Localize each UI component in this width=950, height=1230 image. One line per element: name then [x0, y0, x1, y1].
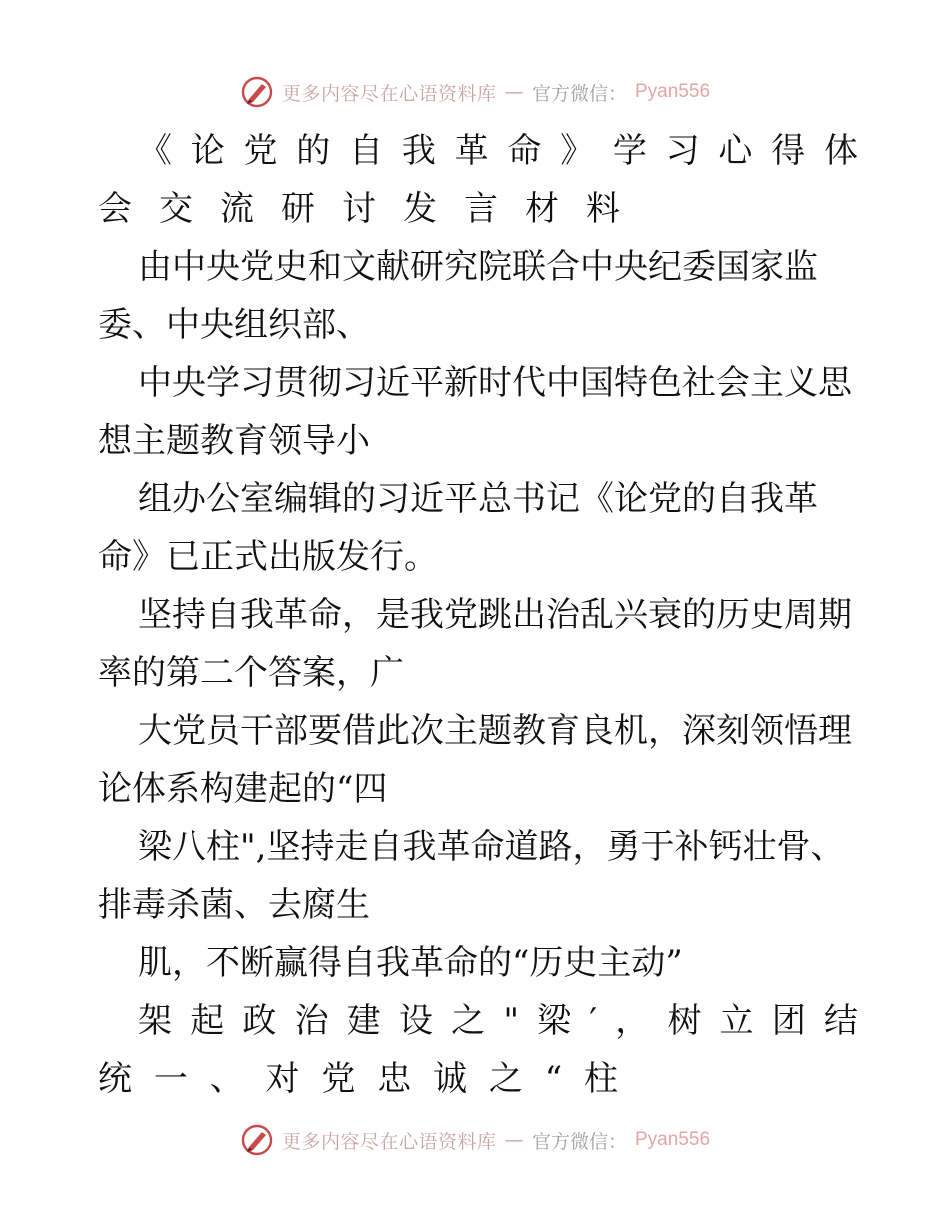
header-account: Pyan556	[635, 81, 711, 102]
spaced-char: 党	[321, 1059, 356, 1099]
header-brand: 更多内容尽在心语资料库	[281, 82, 497, 105]
paragraph-line: 梁八柱",坚持走自我革命道路，勇于补钙壮骨、	[138, 827, 845, 867]
footer-dash: —	[504, 1129, 524, 1151]
paragraph-line: 委、中央组织部、	[98, 305, 370, 345]
spaced-char: 流	[220, 189, 254, 229]
spaced-char: 对	[265, 1059, 300, 1099]
spaced-char: 的	[296, 131, 331, 171]
spaced-char: 忠	[377, 1059, 412, 1099]
spaced-char: "	[503, 1001, 519, 1041]
spaced-char: 会	[98, 189, 132, 229]
pen-logo-icon	[240, 1123, 274, 1157]
pen-logo-icon	[240, 75, 274, 109]
paragraph-line: 大党员干部要借此次主题教育良机，深刻领悟理	[138, 711, 852, 751]
spaced-char: 》	[560, 131, 595, 171]
paragraph-line: 坚持自我革命，是我党跳出治乱兴衰的历史周期	[138, 595, 852, 635]
spaced-char: “	[544, 1059, 563, 1099]
paragraph-line: 论体系构建起的“四	[98, 769, 388, 809]
footer-wechat-label: 官方微信：	[531, 1130, 627, 1153]
spaced-char: 治	[294, 1001, 329, 1041]
spaced-char: 设	[398, 1001, 433, 1041]
spaced-char: 料	[586, 189, 620, 229]
spaced-char: 梁	[537, 1001, 572, 1041]
spaced-char: 柱	[583, 1059, 618, 1099]
paragraph-line: 组办公室编辑的习近平总书记《论党的自我革	[138, 479, 818, 519]
paragraph-line: 由中央党史和文献研究院联合中央纪委国家监	[138, 247, 818, 287]
spaced-char: 统	[98, 1059, 132, 1099]
spaced-char: 之	[488, 1059, 523, 1099]
title-line-1	[98, 122, 858, 180]
title-line-2	[98, 180, 858, 238]
spaced-char: 命	[507, 131, 542, 171]
spread-line-2	[98, 1050, 858, 1108]
spaced-char: 革	[454, 131, 489, 171]
spaced-char: 政	[242, 1001, 277, 1041]
footer-account: Pyan556	[635, 1129, 711, 1150]
spaced-char: 结	[824, 1001, 858, 1041]
spaced-char: 建	[346, 1001, 381, 1041]
footer-brand: 更多内容尽在心语资料库	[281, 1130, 497, 1153]
header-dash: —	[504, 81, 524, 103]
spaced-char: 起	[190, 1001, 225, 1041]
spaced-char: 我	[401, 131, 436, 171]
spaced-char: 发	[403, 189, 437, 229]
spaced-char: ′	[589, 1001, 598, 1041]
paragraph-line: 想主题教育领导小	[98, 421, 370, 461]
spaced-char: 材	[525, 189, 559, 229]
document-body	[98, 122, 858, 1108]
spaced-char: 《	[138, 131, 172, 171]
spaced-char: 诚	[433, 1059, 468, 1099]
spaced-char: 架	[138, 1001, 172, 1041]
spaced-char: 树	[667, 1001, 702, 1041]
spaced-char: 交	[159, 189, 193, 229]
spaced-char: 论	[190, 131, 225, 171]
spread-line-1	[98, 992, 858, 1050]
paragraph-line: 率的第二个答案，广	[98, 653, 404, 693]
header-watermark	[0, 72, 950, 112]
spaced-char: 研	[281, 189, 315, 229]
spaced-char: 自	[349, 131, 384, 171]
paragraph-line: 排毒杀菌、去腐生	[98, 885, 370, 925]
paragraph-line: 中央学习贯彻习近平新时代中国特色社会主义思	[138, 363, 852, 403]
spaced-char: 心	[718, 131, 753, 171]
spaced-char: ，	[615, 1001, 650, 1041]
paragraph-line: 肌，不断赢得自我革命的“历史主动”	[138, 943, 683, 983]
spaced-char: 团	[771, 1001, 806, 1041]
paragraph-line: 命》已正式出版发行。	[98, 537, 438, 577]
spaced-char: 一	[153, 1059, 188, 1099]
spaced-char: 体	[823, 131, 858, 171]
spaced-char: 、	[209, 1059, 244, 1099]
spaced-char: 之	[451, 1001, 486, 1041]
spaced-char: 习	[665, 131, 700, 171]
spaced-char: 党	[243, 131, 278, 171]
header-wechat-label: 官方微信：	[531, 82, 627, 105]
spaced-char: 立	[719, 1001, 754, 1041]
spaced-char: 讨	[342, 189, 376, 229]
spaced-char: 言	[464, 189, 498, 229]
spaced-char: 学	[612, 131, 647, 171]
spaced-char: 得	[771, 131, 806, 171]
footer-watermark	[0, 1120, 950, 1160]
